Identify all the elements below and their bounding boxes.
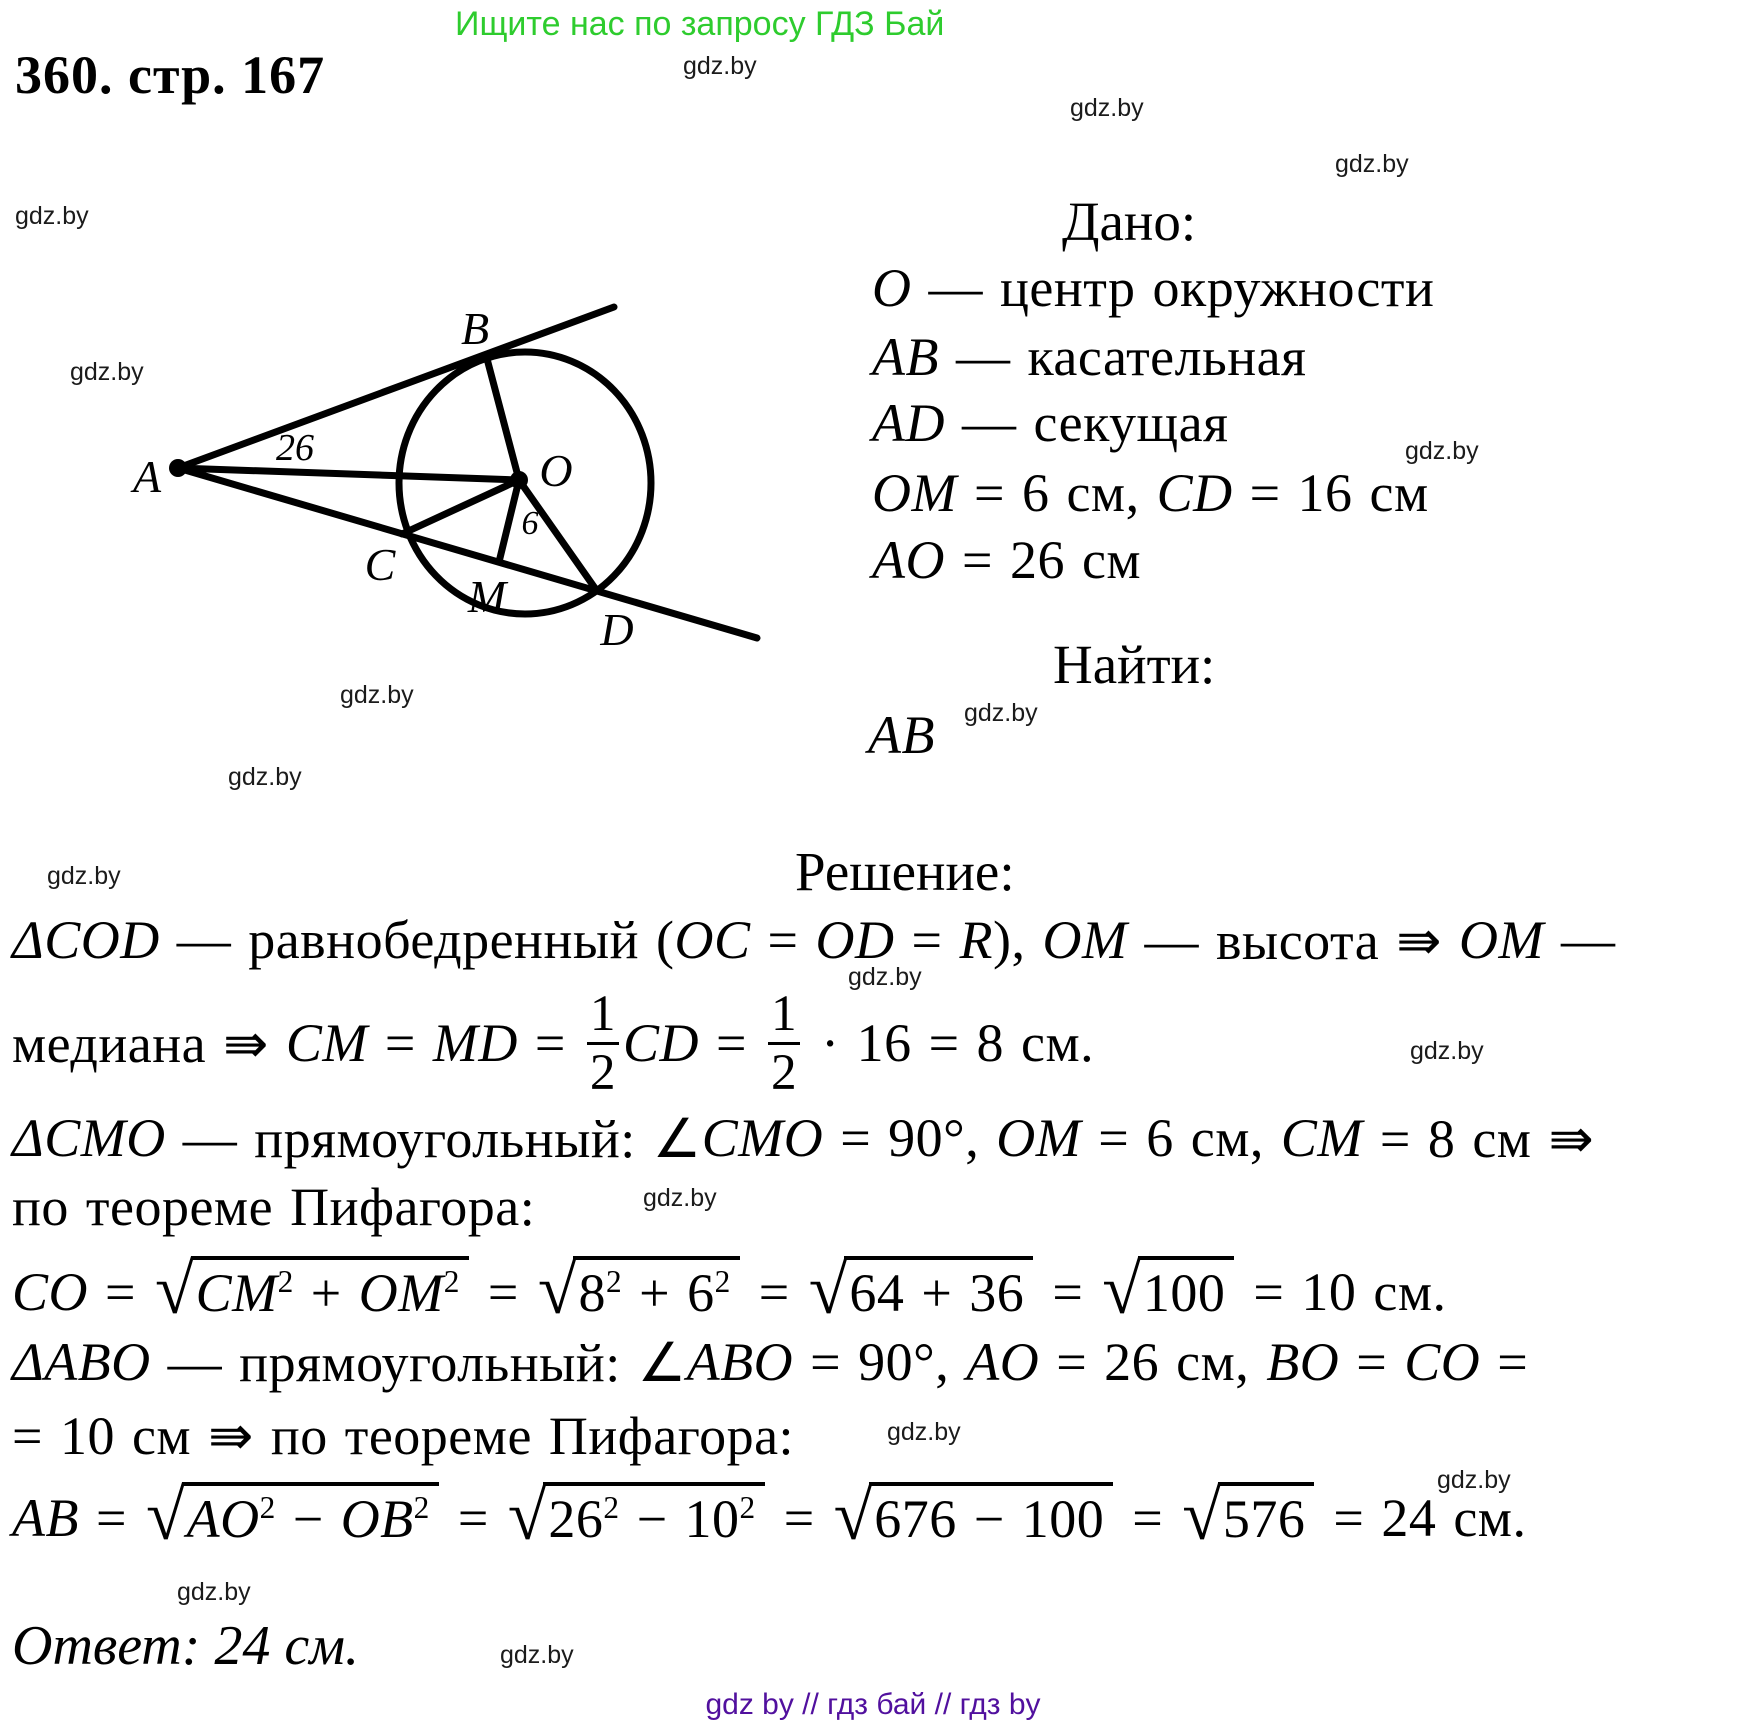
answer-line: Ответ: 24 см. [12,1615,359,1677]
watermark: gdz.by [848,963,922,991]
radius-ob [486,355,519,480]
label-o: O [539,445,573,496]
watermark: gdz.by [1437,1466,1511,1494]
find-heading: Найти: [1053,634,1216,695]
solution-line: медиана ⇛ CM = MD = $\frac{1}{2}$ CD = $\frac{1}{2}$ · 16 = 8 см. [12,985,1095,1101]
watermark: gdz.by [70,358,144,386]
given-line: OM = 6 см, CD = 16 см [872,463,1429,523]
solution-line: ΔCOD — равнобедренный ( OC = OD = R ), OM — высота ⇛ OM — [12,910,1616,971]
watermark: gdz.by [887,1418,961,1446]
watermark: gdz.by [500,1641,574,1669]
label-a: A [132,451,162,502]
radius-oc [402,480,519,534]
solution-line: по теореме Пифагора: [12,1177,536,1237]
watermark: gdz.by [643,1184,717,1212]
label-om-length: 6 [521,505,539,542]
given-line: AO = 26 см [872,530,1142,590]
watermark: gdz.by [683,52,757,80]
given-heading: Дано: [1062,191,1197,252]
find-value: AB [868,705,935,765]
point-o-dot [510,471,528,489]
watermark: gdz.by [15,202,89,230]
point-a-dot [169,459,187,477]
watermark: gdz.by [177,1578,251,1606]
solution-heading: Решение: [795,841,1015,902]
tangent-line-ab [178,307,614,468]
given-line: O — центр окружности [872,258,1435,318]
watermark: gdz.by [47,862,121,890]
label-ao-length: 26 [276,427,314,469]
watermark: gdz.by [1335,150,1409,178]
footer-links: gdz by // гдз бай // гдз by [705,1688,1041,1721]
watermark: gdz.by [340,681,414,709]
solution-line: ΔCMO — прямоугольный: ∠ CMO = 90°, OM = 6 см, CM = 8 см ⇛ [12,1108,1595,1169]
watermark: gdz.by [1405,437,1479,465]
solution-line: = 10 см ⇛ по теореме Пифагора: [12,1405,795,1466]
label-b: B [460,303,490,354]
solution-line: AB = √ $AO^2 - OB^2$ = √ $26^2 - 10^2$ = √ 676 − 100 = √ 576 = 24 см. [12,1476,1527,1556]
label-m: M [467,571,507,622]
label-c: C [364,539,396,590]
solution-line: CO = √ $CM^2 + OM^2$ = √ $8^2 + 6^2$ = √ 64 + 36 = √ 100 = 10 см. [12,1250,1447,1330]
watermark: gdz.by [228,763,302,791]
segment-om [499,480,519,562]
watermark: gdz.by [1410,1037,1484,1065]
solution-line: ΔABO — прямоугольный: ∠ ABO = 90°, AO = 26 см, BO = CO = [12,1332,1529,1393]
page-title: 360. стр. 167 [15,45,326,105]
watermark: gdz.by [964,699,1038,727]
given-line: AB — касательная [872,327,1307,387]
geometry-diagram [90,230,810,700]
promo-header: Ищите нас по запросу ГДЗ Бай [455,5,945,43]
segment-ao [178,468,519,480]
watermark: gdz.by [1070,94,1144,122]
given-line: AD — секущая [872,393,1229,453]
label-d: D [600,604,634,655]
